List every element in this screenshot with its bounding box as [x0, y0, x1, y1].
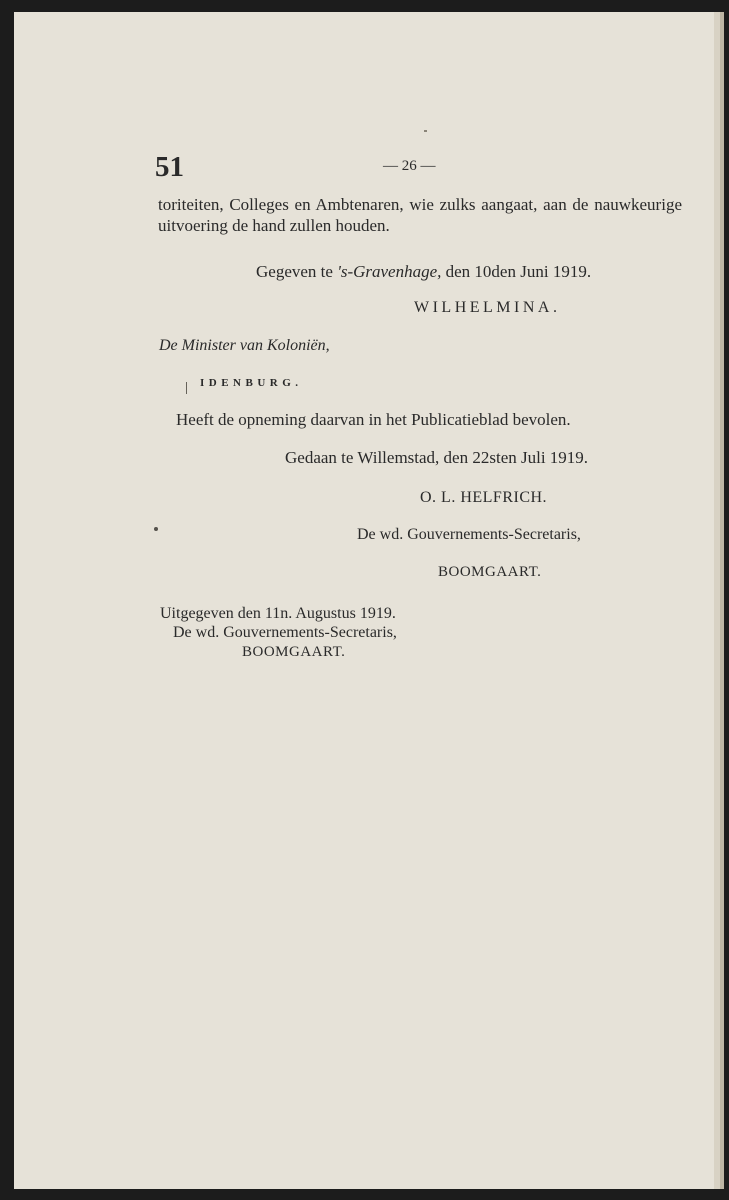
given-at-line: [256, 262, 591, 282]
secretary-title-2: De wd. Gouvernements-Secretaris,: [173, 624, 397, 641]
publication-order: Heeft de opneming daarvan in het Publicatieblad bevolen.: [176, 410, 571, 429]
secretary-title-1: De wd. Gouvernements-Secretaris,: [357, 526, 581, 543]
print-mark: [424, 130, 427, 132]
page-number: 51: [155, 151, 184, 183]
signature-queen: WILHELMINA.: [414, 299, 561, 316]
minister-name: IDENBURG.: [200, 377, 303, 389]
document-page: [14, 12, 714, 1189]
print-mark: [186, 382, 187, 394]
issued-line: Uitgegeven den 11n. Augustus 1919.: [160, 605, 396, 622]
minister-title: De Minister van Koloniën,: [159, 337, 330, 354]
paragraph-1: toriteiten, Colleges en Ambtenaren, wie zulks aangaat, aan de nauwkeurige uitvoering de hand zullen houden.: [158, 195, 682, 235]
page-edge: [720, 12, 724, 1189]
signature-governor: O. L. HELFRICH.: [420, 489, 548, 506]
folio: — 26 —: [383, 158, 436, 174]
given-at-place: 's-Gravenhage,: [337, 262, 442, 281]
secretary-name-1: BOOMGAART.: [438, 564, 542, 580]
given-at-suffix: den 10den Juni 1919.: [441, 262, 592, 281]
secretary-name-2: BOOMGAART.: [242, 644, 346, 660]
given-at-prefix: Gegeven te: [256, 262, 338, 281]
done-at-line: Gedaan te Willemstad, den 22sten Juli 1919.: [285, 448, 589, 467]
print-mark: [154, 527, 158, 531]
